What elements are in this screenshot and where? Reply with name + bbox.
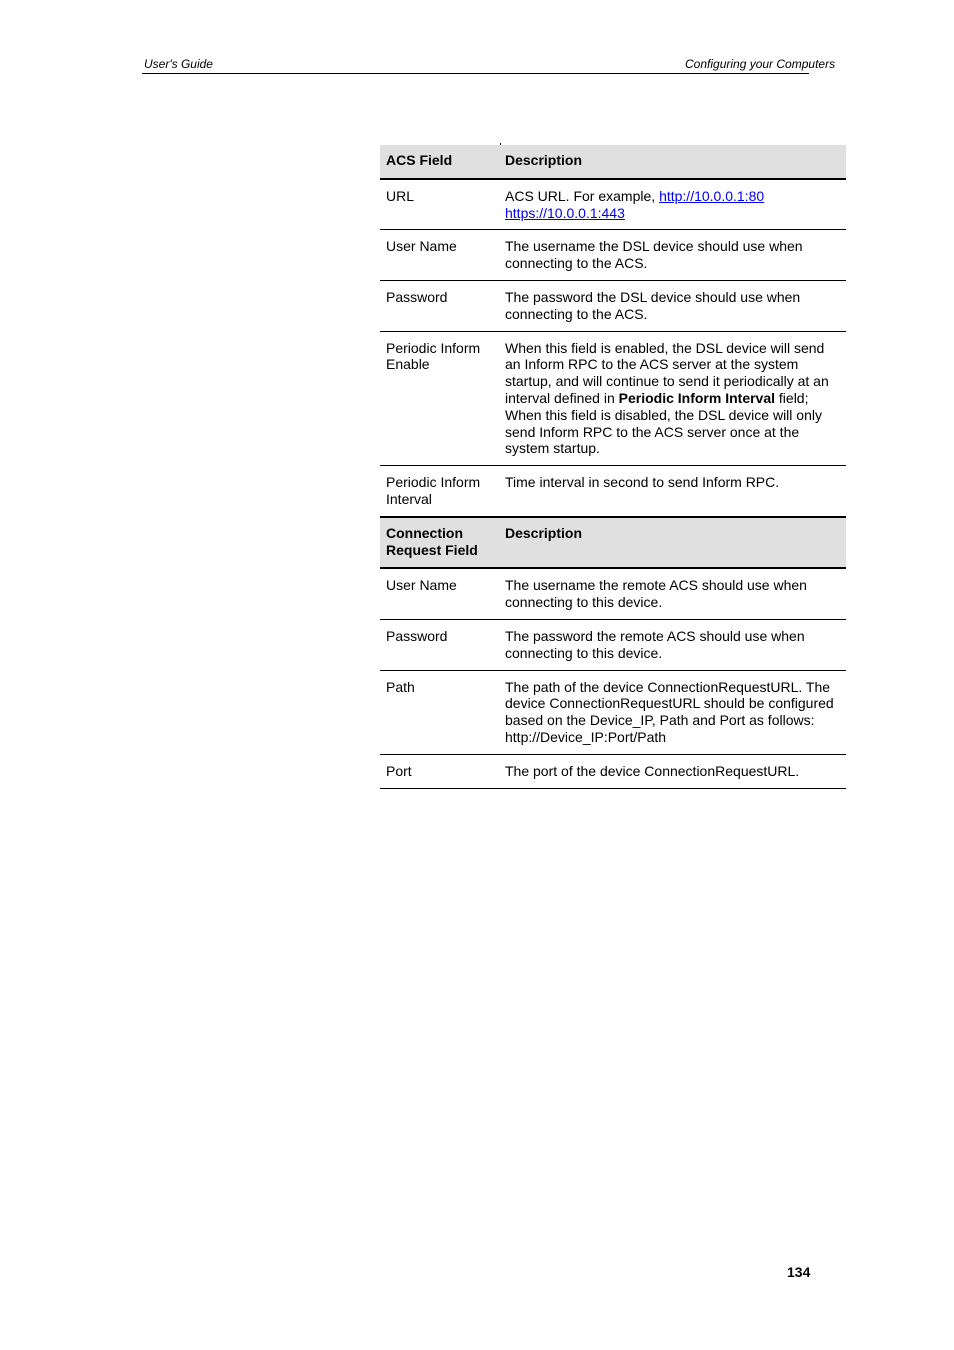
field-description: The username the DSL device should use when connecting to the ACS. — [499, 230, 846, 281]
page-number: 134 — [787, 1264, 811, 1280]
field-description: The port of the device ConnectionRequestURL. — [499, 754, 846, 788]
desc-text: The path of the device ConnectionRequestURL. The device ConnectionRequestURL should be configured based on the Device_IP, Path and Port as follows: — [505, 678, 834, 729]
field-name: Port — [380, 754, 499, 788]
table-row — [380, 331, 846, 466]
field-name: User Name — [380, 568, 499, 619]
table-row — [380, 754, 846, 788]
url-desc-prefix: ACS URL. For example, — [505, 187, 660, 204]
connection-header-row — [380, 517, 846, 569]
url-format-example: http://Device_IP:Port/Path — [505, 728, 667, 745]
desc-text: field; When this field is disabled, the DSL device will only send Inform RPC to the ACS server once at the system startup. — [505, 389, 822, 457]
acs-field-heading: ACS Field — [380, 145, 499, 179]
field-description: The password the DSL device should use when connecting to the ACS. — [499, 280, 846, 331]
field-description — [499, 331, 846, 466]
field-name: Password — [380, 619, 499, 670]
https-example-link[interactable]: https://10.0.0.1:443 — [505, 204, 625, 221]
acs-header-row — [380, 145, 846, 179]
table-row — [380, 619, 846, 670]
connection-description-heading: Description — [499, 517, 846, 569]
field-description — [499, 179, 846, 230]
table-row — [380, 670, 846, 754]
field-description: Time interval in second to send Inform RPC. — [499, 466, 846, 517]
table-row — [380, 568, 846, 619]
header-rule — [142, 73, 809, 74]
field-name: Periodic Inform Enable — [380, 331, 499, 466]
header-right-title: Configuring your Computers — [685, 57, 836, 71]
table-row — [380, 466, 846, 517]
desc-bold-field-ref: Periodic Inform Interval — [618, 389, 776, 406]
field-description — [499, 670, 846, 754]
field-name: User Name — [380, 230, 499, 281]
connection-field-heading: Connection Request Field — [380, 517, 499, 569]
http-example-link[interactable]: http://10.0.0.1:80 — [659, 187, 765, 204]
field-description: The password the remote ACS should use when connecting to this device. — [499, 619, 846, 670]
table-row — [380, 179, 846, 230]
field-name: URL — [380, 179, 499, 230]
table-row — [380, 230, 846, 281]
field-description-table — [380, 145, 846, 789]
field-description: The username the remote ACS should use when connecting to this device. — [499, 568, 846, 619]
field-name: Periodic Inform Interval — [380, 466, 499, 517]
acs-description-heading: Description — [499, 145, 846, 179]
table-row — [380, 280, 846, 331]
header-left-title: User's Guide — [144, 57, 213, 71]
desc-text: When this field is enabled, the DSL device will send an Inform RPC to the ACS server at the system startup, and will continue to send it periodically at an interval defined in — [505, 339, 829, 406]
field-name: Path — [380, 670, 499, 754]
field-name: Password — [380, 280, 499, 331]
